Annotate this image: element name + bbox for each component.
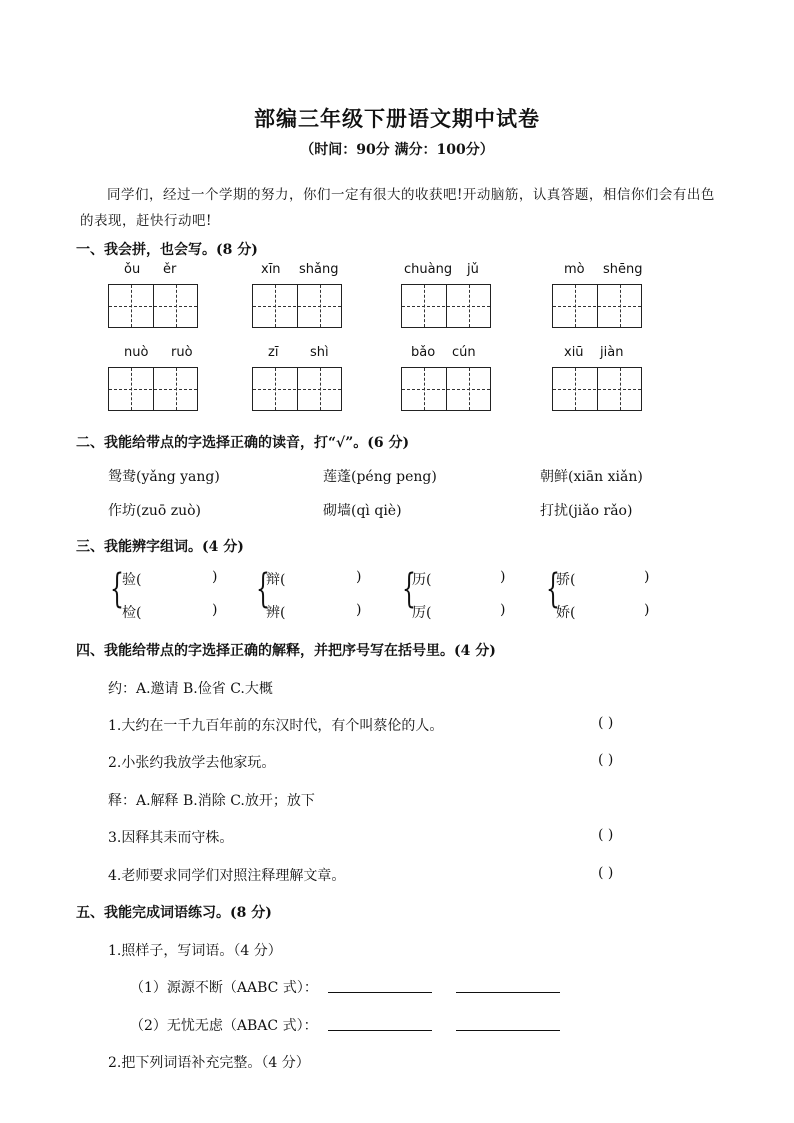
writing-grid[interactable] [401,367,491,411]
char-prompt: 骄( [556,572,576,588]
exercise-prompt: （1）源源不断（AABC 式）： [130,980,318,996]
pinyin-label: jǔ [467,262,479,277]
char-prompt: 辩( [266,572,286,588]
char-prompt: 娇( [556,605,576,621]
answer-box[interactable]: ( ) [598,752,614,768]
pinyin-label: zī [268,345,279,360]
pinyin-label: mò [564,262,585,277]
pinyin-label: nuò [124,345,149,360]
pinyin-label: shì [310,345,329,360]
pinyin-label: bǎo [411,345,436,360]
paren-close: ) [212,569,218,585]
answer-box[interactable]: ( ) [598,865,614,881]
writing-grid[interactable] [552,284,642,328]
answer-line[interactable] [328,978,432,997]
writing-grid[interactable] [108,367,198,411]
paren-close: ) [356,569,362,585]
paren-close: ) [356,602,362,618]
paren-close: ) [500,602,506,618]
pinyin-label: ǒu [124,262,141,277]
intro-text: 同学们，经过一个学期的努力，你们一定有很大的收获吧!开动脑筋，认真答题，相信你们会有出色的表现，赶快行动吧! [80,187,715,229]
pinyin-label: jiàn [600,345,624,360]
answer-box[interactable]: ( ) [598,715,614,731]
definition-options: 释：A.解释 B.消除 C.放开；放下 [108,793,315,809]
page-title: 部编三年级下册语文期中试卷 [254,106,540,131]
paren-close: ) [212,602,218,618]
sub-question: 2.把下列词语补充完整。（4 分） [108,1055,310,1071]
question-text: 2.小张约我放学去他家玩。 [108,755,276,771]
pinyin-label: xiū [564,345,584,360]
pinyin-label: shǎng [299,262,339,277]
pinyin-label: xīn [261,262,281,277]
brace-icon: { [402,566,416,612]
answer-line[interactable] [328,1016,432,1035]
brace-icon: { [546,566,560,612]
brace-icon: { [256,566,270,612]
char-prompt: 验( [122,572,142,588]
pronunciation-item[interactable]: 莲蓬(péng peng) [323,469,437,485]
definition-options: 约：A.邀请 B.俭省 C.大概 [108,681,273,697]
char-prompt: 检( [122,605,142,621]
sub-question: 1.照样子，写词语。（4 分） [108,943,282,959]
brace-icon: { [110,566,124,612]
char-prompt: 历( [412,572,432,588]
pronunciation-item[interactable]: 砌墙(qì qiè) [323,503,402,519]
pinyin-label: ěr [163,262,177,277]
writing-grid[interactable] [252,284,342,328]
answer-line[interactable] [456,978,560,997]
pronunciation-item[interactable]: 朝鲜(xiān xiǎn) [540,469,643,485]
char-prompt: 厉( [412,605,432,621]
pinyin-label: ruò [171,345,193,360]
exercise-prompt: （2）无忧无虑（ABAC 式）： [130,1018,318,1034]
question-text: 4.老师要求同学们对照注释理解文章。 [108,868,346,884]
writing-grid[interactable] [252,367,342,411]
pronunciation-item[interactable]: 鸳鸯(yǎng yang) [108,469,220,485]
section3-heading: 三、我能辨字组词。(4 分) [76,539,244,555]
paren-close: ) [500,569,506,585]
section2-heading: 二、我能给带点的字选择正确的读音，打“√”。(6 分) [76,435,410,451]
paren-close: ) [644,602,650,618]
pinyin-label: chuàng [404,262,453,277]
writing-grid[interactable] [108,284,198,328]
question-text: 1.大约在一千九百年前的东汉时代，有个叫蔡伦的人。 [108,718,444,734]
pinyin-label: shēng [603,262,643,277]
section5-heading: 五、我能完成词语练习。(8 分) [76,905,272,921]
pronunciation-item[interactable]: 打扰(jiǎo rǎo) [540,503,633,519]
pronunciation-item[interactable]: 作坊(zuō zuò) [108,503,202,519]
question-text: 3.因释其耒而守株。 [108,830,234,846]
writing-grid[interactable] [552,367,642,411]
section1-heading: 一、我会拼，也会写。(8 分) [76,242,258,258]
answer-line[interactable] [456,1016,560,1035]
answer-box[interactable]: ( ) [598,827,614,843]
char-prompt: 辨( [266,605,286,621]
pinyin-label: cún [452,345,476,360]
paren-close: ) [644,569,650,585]
writing-grid[interactable] [401,284,491,328]
section4-heading: 四、我能给带点的字选择正确的解释，并把序号写在括号里。(4 分) [76,643,496,659]
exam-info: （时间：90分 满分：100分） [300,142,494,158]
